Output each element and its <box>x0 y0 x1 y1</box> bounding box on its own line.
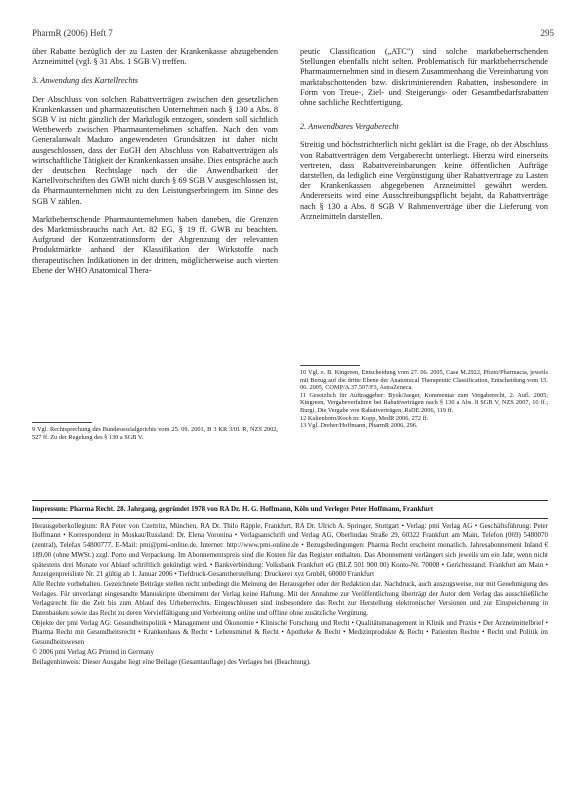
footnotes-right <box>300 365 548 430</box>
impressum-rights: Alle Rechte vorbehalten. Gezeichnete Beiträge stellen nicht unbedingt die Meinung der Herausgeber oder der Redaktion dar. Nachdruck, auch auszugsweise, nur mit Genehmigung des Verlages. Für unverlangt eingesandte Manuskripte übernimmt der Verlag keine Haftung. Mit der Annahme zur Veröffentlichung überträgt der Autor dem Verlag das ausschließliche Verlagsrecht für die Zeit bis zum Ablauf des Urheberrechts. Eingeschlossen sind insbesondere das Recht zur Herstellung elektronischer Versionen und zur Einspeicherung in Datenbanken sowie das Recht zu deren Vervielfältigung und Verbreitung online und offline ohne zusätzliche Vergütung. <box>32 579 548 618</box>
footnote: 12 Kaltenborn/Koch in: Kopp, MedR 2006, 272 ff. <box>300 414 429 422</box>
page-number: 295 <box>540 28 554 38</box>
impressum-copyright: © 2006 pmi Verlag AG Printed in Germany <box>32 647 155 656</box>
section-heading: 3. Anwendung des Kartellrechts <box>32 76 139 86</box>
paragraph: Streitig und höchstrichterlich nicht geklärt ist die Frage, ob der Abschluss von Rabattverträgen dem Vergaberecht unterliegt. Hierzu wird einerseits vertreten, dass Rabattvereinbarungen keine öffentlichen Aufträge darstellen, da lediglich eine Vergünstigung über Rabattvertrage zu Lasten der Krankenkassen abgegebenen Arzneimittel gewährt werden. Andererseits wird eine Ausschreibungspflicht bejaht, da Rabattverträge nach § 130 a Abs. 8 SGB V Rahmenverträge über die Lieferung von Arzneimitteln darstellen. <box>300 140 548 221</box>
footnote: 10 Vgl. z. B. Kingreen, Entscheidung vom 27. 06. 2005, Case M.2922, Pfizer/Pharmacia, jeweils mit Bezug auf die dritte Ebene der Anatomical Therapeutic Classification, Entscheidung vom 15. 06. 2005, COMP/A.37.507/F3, AstraZeneca. <box>300 369 548 392</box>
footnote: 11 Gesetzlich für Auftraggeber: Byok/Jaeger, Kommentar zum Vergaberecht, 2. Aufl. 2005; Kingreen, Vergabeverfahren bei Rabattverträgen nach § 130 a Abs. 8 SGB V, NZS 2007, 10 ff.; Burgi, Die Vergabe von Rabattverträgen, RsDE 2006, 119 ff. <box>300 391 548 414</box>
impressum-supplement: Beilagenhinweis: Dieser Ausgabe liegt eine Beilage (Gesamtauflage) des Verlages bei (Beachtung). <box>32 657 311 666</box>
footnotes-left <box>32 422 278 441</box>
paragraph: Der Abschluss von solchen Rabattverträgen zwischen den gesetzlichen Krankenkassen und pharmazeutischen Unternehmen nach § 130 a Abs. 8 SGB V ist nicht gänzlich der Marktlogik entzogen, sondern soll sichtlich Wettbewerb zwischen Pharmaunternehmen schaffen. Nach den vom Generalanwalt Maduro angewendeten Grundsätzen ist daher nicht ausgeschlossen, dass der EuGH den Abschluss von Rabattverträgen als wirtschaftliche Tätigkeit der Krankenkassen ansähe. Dies entspräche auch der deutschen Rechtslage nach der die Anwendbarkeit der Kartellvorschriften des GWB nicht durch § 69 SGB V ausgeschlossen ist, da Pharmaunternehmen nicht zu den Leistungserbringern im Sinne des SGB V zählen. <box>32 94 278 206</box>
right-column <box>300 47 548 230</box>
journal-issue: PharmR (2006) Heft 7 <box>32 28 113 38</box>
impressum-top-rule <box>32 500 548 501</box>
footnote-divider <box>300 365 360 366</box>
running-header <box>32 28 554 42</box>
paragraph: peutic Classification („ATC") sind solche marktbeherrschenden Stellungen ebenfalls nicht selten. Problematisch für marktbeherrschende Pharmaunternehmen sind in diesem Zusammenhang die Vereinbarung von marktabschottenden bzw. diskriminierenden Rabatten, insbesondere in Form von Treue-, Ziel- und Steigerungs- oder Gesamtbedarfsrabatten ohne sachliche Rechtfertigung. <box>300 47 548 108</box>
impressum <box>32 500 548 667</box>
impressum-title: Impressum: Pharma Recht. 28. Jahrgang, gegründet 1978 von RA Dr. H. G. Hoffmann, Köln und Verleger Peter Hoffmann, Frankfurt <box>32 505 434 513</box>
paragraph: über Rabatte bezüglich der zu Lasten der Krankenkasse abzugebenden Arzneimittel (vgl. § 31 Abs. 1 SGB V) treffen. <box>32 47 278 67</box>
impressum-editors: Herausgeberkollegium: RA Peter von Czettritz, München, RA Dr. Thilo Räpple, Frankfurt, RA Dr. Ulrich A. Springer, Stuttgart • Verlag: pmi Verlag AG • Geschäftsführung: Peter Hoffmann • Korrespondenz in Moskau/Russland: Dr. Elena Voronina • Verlagsanschrift und Verlag AG, Oberlindau Straße 29, 60322 Frankfurt am Main, Telefon (069) 5480070 (zentral), Telefax 54800777, E-Mail: pmi@pmi-online.de, Internet: http://www.pmi-online.de • Bezugsbedingungen: Pharma Recht erscheint monatlich. Jahresabonnement Inland € 189,00 (ohne MWSt.) zzgl. Porto und Verpackung. Im Abonnementspreis sind die Kosten für das Register enthalten. Das Abonnement verlängert sich jeweils um ein Jahr, wenn nicht spätestens drei Monate vor Ablauf schriftlich gekündigt wird. • Bankverbindung: Volksbank Frankfurt eG (BLZ 501 900 00) Konto-Nr. 70008 • Gerichtsstand: Frankfurt am Main • Anzeigenpreisliste Nr. 21 gültig ab 1. Januar 2006 • Tiefdruck-Gesamtherstellung: Druckerei xyz GmbH, 60000 Frankfurt <box>32 521 548 579</box>
footnote-divider <box>32 422 92 423</box>
left-column <box>32 47 278 284</box>
section-heading: 2. Anwendbares Vergaberecht <box>300 122 399 132</box>
footnote: 9 Vgl. Rechtsprechung des Bundessozialgerichts vom 25. 09. 2001, B 3 KR 3/01 R, NZS 2002, 527 ff. Zu der Regelung des § 130 a SGB V. <box>32 426 278 441</box>
paragraph: Marktbeherrschende Pharmaunternehmen haben daneben, die Grenzen des Marktmissbrauchs nach Art. 82 EG, § 19 ff. GWB zu beachten. Aufgrund der Konzentrationsform der Abgrenzung der relevanten Produktmärkte anhand der Klassifikation der Wirkstoffe nach therapeutischen Indikationen in der dritten, möglicherweise auch vierten Ebene der WHO Anatomical Thera- <box>32 214 278 275</box>
impressum-divider <box>32 518 548 519</box>
footnote: 13 Vgl. Dreher/Hoffmann, PharmR 2006, 296. <box>300 422 418 430</box>
impressum-publications: Objekte der pmi Verlag AG: Gesundheitspolitik • Management und Ökonomie • Klinische Forschung und Recht • Qualitätsmanagement in Klinik und Praxis • Der Arzneimittelbrief • Pharma Recht mit Gesundheitsrecht • Krankenhaus & Recht • Lebensmittel & Recht • Apotheke & Recht • Medizinprodukte & Recht • Patienten Rechte • Recht und Politik im Gesundheitswesen <box>32 618 548 647</box>
